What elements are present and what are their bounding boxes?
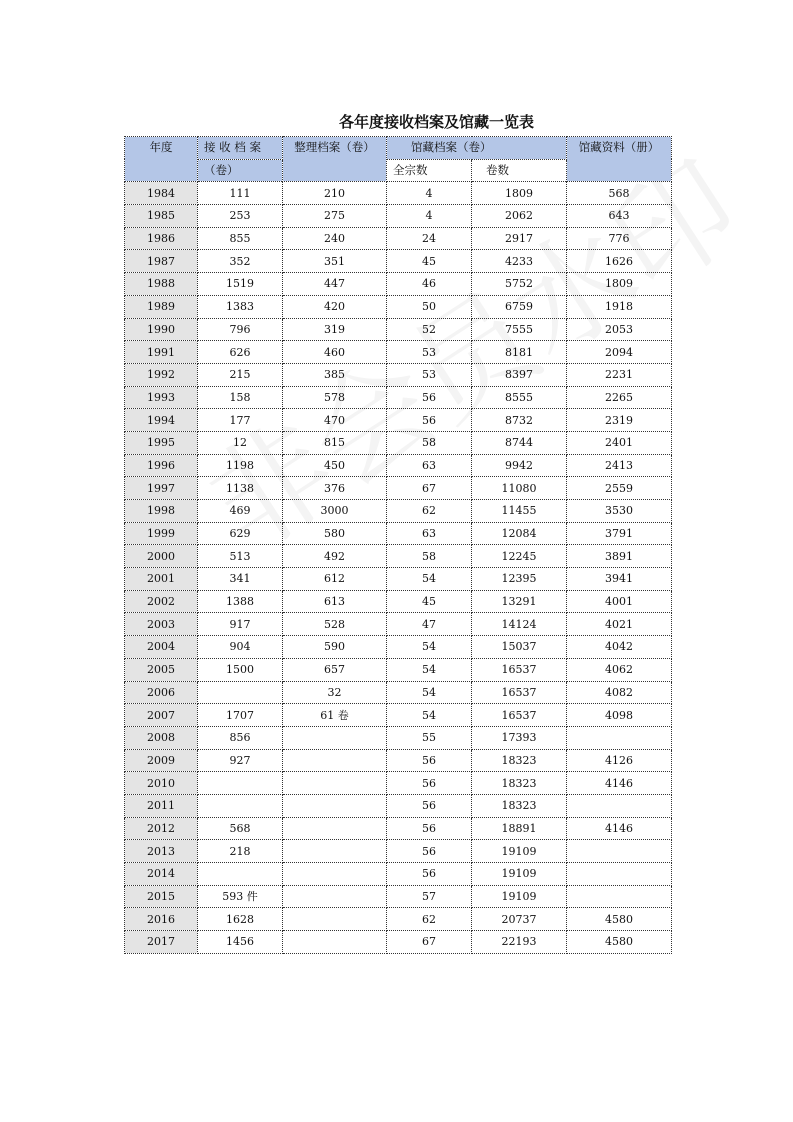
cell-organized: 376 (283, 477, 387, 500)
table-row (125, 908, 672, 931)
cell-volumes: 13291 (472, 590, 567, 613)
cell-fonds: 63 (387, 522, 472, 545)
cell-received: 12 (198, 431, 283, 454)
cell-received: 626 (198, 341, 283, 364)
cell-fonds: 62 (387, 908, 472, 931)
cell-received: 1500 (198, 658, 283, 681)
cell-materials (567, 794, 672, 817)
cell-volumes: 8555 (472, 386, 567, 409)
cell-received: 917 (198, 613, 283, 636)
cell-volumes: 8181 (472, 341, 567, 364)
cell-materials: 4001 (567, 590, 672, 613)
cell-received: 341 (198, 568, 283, 591)
cell-materials: 776 (567, 227, 672, 250)
cell-organized: 460 (283, 341, 387, 364)
cell-received (198, 863, 283, 886)
cell-year: 1989 (125, 295, 198, 318)
cell-fonds: 53 (387, 363, 472, 386)
cell-year: 2008 (125, 726, 198, 749)
cell-fonds: 56 (387, 840, 472, 863)
cell-materials: 1626 (567, 250, 672, 273)
cell-fonds: 4 (387, 182, 472, 205)
cell-year: 2002 (125, 590, 198, 613)
cell-fonds: 46 (387, 273, 472, 296)
table-row (125, 931, 672, 954)
cell-year: 2004 (125, 636, 198, 659)
cell-fonds: 54 (387, 658, 472, 681)
table-row (125, 658, 672, 681)
cell-volumes: 2917 (472, 227, 567, 250)
cell-received (198, 794, 283, 817)
cell-volumes: 14124 (472, 613, 567, 636)
cell-fonds: 56 (387, 772, 472, 795)
cell-materials: 4082 (567, 681, 672, 704)
cell-materials: 4098 (567, 704, 672, 727)
cell-fonds: 56 (387, 749, 472, 772)
cell-received: 796 (198, 318, 283, 341)
cell-materials: 643 (567, 205, 672, 228)
cell-fonds: 54 (387, 568, 472, 591)
cell-volumes: 16537 (472, 658, 567, 681)
cell-materials: 4580 (567, 908, 672, 931)
cell-year: 2017 (125, 931, 198, 954)
cell-materials (567, 840, 672, 863)
cell-volumes: 11455 (472, 500, 567, 523)
table-row (125, 318, 672, 341)
cell-received: 1519 (198, 273, 283, 296)
table-row (125, 182, 672, 205)
cell-year: 1988 (125, 273, 198, 296)
cell-materials: 1809 (567, 273, 672, 296)
cell-volumes: 19109 (472, 885, 567, 908)
table-row (125, 545, 672, 568)
cell-materials: 3941 (567, 568, 672, 591)
cell-organized: 612 (283, 568, 387, 591)
cell-volumes: 6759 (472, 295, 567, 318)
cell-received: 855 (198, 227, 283, 250)
cell-received: 1628 (198, 908, 283, 931)
table-row (125, 295, 672, 318)
cell-volumes: 18323 (472, 794, 567, 817)
cell-received: 177 (198, 409, 283, 432)
cell-received: 469 (198, 500, 283, 523)
cell-year: 2007 (125, 704, 198, 727)
cell-fonds: 54 (387, 704, 472, 727)
cell-fonds: 56 (387, 409, 472, 432)
header-materials: 馆藏资料（册） (567, 137, 672, 182)
cell-organized (283, 749, 387, 772)
cell-received: 513 (198, 545, 283, 568)
cell-received: 1138 (198, 477, 283, 500)
cell-materials: 2319 (567, 409, 672, 432)
cell-materials: 2053 (567, 318, 672, 341)
header-fonds: 全宗数 (387, 159, 472, 182)
cell-organized: 590 (283, 636, 387, 659)
cell-year: 2012 (125, 817, 198, 840)
cell-materials: 4146 (567, 772, 672, 795)
cell-materials: 4021 (567, 613, 672, 636)
cell-volumes: 22193 (472, 931, 567, 954)
table-row (125, 250, 672, 273)
cell-received: 218 (198, 840, 283, 863)
table-row (125, 227, 672, 250)
table-row (125, 500, 672, 523)
table-row (125, 341, 672, 364)
cell-fonds: 58 (387, 545, 472, 568)
cell-materials: 2231 (567, 363, 672, 386)
cell-organized: 61 卷 (283, 704, 387, 727)
cell-received: 253 (198, 205, 283, 228)
cell-materials (567, 885, 672, 908)
cell-materials: 4062 (567, 658, 672, 681)
cell-organized: 420 (283, 295, 387, 318)
cell-received: 352 (198, 250, 283, 273)
cell-volumes: 4233 (472, 250, 567, 273)
cell-year: 1987 (125, 250, 198, 273)
cell-received: 1388 (198, 590, 283, 613)
cell-fonds: 54 (387, 681, 472, 704)
cell-fonds: 56 (387, 794, 472, 817)
table-row (125, 454, 672, 477)
cell-organized (283, 817, 387, 840)
header-holdings: 馆藏档案（卷） (387, 137, 567, 160)
cell-fonds: 45 (387, 590, 472, 613)
cell-year: 1992 (125, 363, 198, 386)
cell-fonds: 63 (387, 454, 472, 477)
table-row (125, 726, 672, 749)
cell-received: 158 (198, 386, 283, 409)
cell-organized: 275 (283, 205, 387, 228)
cell-materials: 568 (567, 182, 672, 205)
table-row (125, 863, 672, 886)
cell-volumes: 16537 (472, 681, 567, 704)
cell-organized: 210 (283, 182, 387, 205)
cell-organized: 351 (283, 250, 387, 273)
cell-fonds: 56 (387, 863, 472, 886)
table-row (125, 363, 672, 386)
cell-organized: 385 (283, 363, 387, 386)
table-row (125, 205, 672, 228)
cell-volumes: 18891 (472, 817, 567, 840)
table-row (125, 431, 672, 454)
cell-organized (283, 863, 387, 886)
cell-organized: 3000 (283, 500, 387, 523)
header-received-unit: （卷） (198, 159, 283, 182)
cell-fonds: 24 (387, 227, 472, 250)
cell-materials: 2413 (567, 454, 672, 477)
table-row (125, 409, 672, 432)
table-row (125, 522, 672, 545)
cell-received: 215 (198, 363, 283, 386)
table-row (125, 772, 672, 795)
cell-organized: 578 (283, 386, 387, 409)
cell-year: 2009 (125, 749, 198, 772)
cell-volumes: 9942 (472, 454, 567, 477)
cell-organized (283, 840, 387, 863)
cell-materials: 4580 (567, 931, 672, 954)
cell-volumes: 16537 (472, 704, 567, 727)
cell-fonds: 47 (387, 613, 472, 636)
cell-materials (567, 726, 672, 749)
cell-organized (283, 726, 387, 749)
cell-fonds: 4 (387, 205, 472, 228)
cell-volumes: 5752 (472, 273, 567, 296)
cell-fonds: 62 (387, 500, 472, 523)
cell-materials (567, 863, 672, 886)
cell-materials: 2094 (567, 341, 672, 364)
cell-received (198, 681, 283, 704)
cell-fonds: 54 (387, 636, 472, 659)
cell-volumes: 17393 (472, 726, 567, 749)
cell-received: 1198 (198, 454, 283, 477)
cell-year: 2016 (125, 908, 198, 931)
cell-year: 2005 (125, 658, 198, 681)
cell-volumes: 20737 (472, 908, 567, 931)
cell-volumes: 18323 (472, 772, 567, 795)
cell-year: 2013 (125, 840, 198, 863)
cell-materials: 2401 (567, 431, 672, 454)
cell-fonds: 56 (387, 386, 472, 409)
table-row (125, 794, 672, 817)
cell-organized: 447 (283, 273, 387, 296)
cell-organized (283, 772, 387, 795)
cell-organized (283, 908, 387, 931)
cell-fonds: 57 (387, 885, 472, 908)
cell-year: 1998 (125, 500, 198, 523)
cell-received: 927 (198, 749, 283, 772)
cell-materials: 4042 (567, 636, 672, 659)
cell-volumes: 8397 (472, 363, 567, 386)
table-row (125, 840, 672, 863)
table-row (125, 636, 672, 659)
cell-volumes: 15037 (472, 636, 567, 659)
table-row (125, 704, 672, 727)
header-received: 接 收 档 案 (198, 137, 283, 160)
cell-materials: 4126 (567, 749, 672, 772)
cell-volumes: 18323 (472, 749, 567, 772)
cell-materials: 2559 (567, 477, 672, 500)
cell-received: 856 (198, 726, 283, 749)
cell-received: 111 (198, 182, 283, 205)
table-row (125, 749, 672, 772)
cell-year: 1986 (125, 227, 198, 250)
cell-volumes: 12084 (472, 522, 567, 545)
cell-volumes: 12245 (472, 545, 567, 568)
table-row (125, 477, 672, 500)
cell-year: 1994 (125, 409, 198, 432)
cell-fonds: 56 (387, 817, 472, 840)
table-row (125, 386, 672, 409)
cell-received: 629 (198, 522, 283, 545)
table-row (125, 681, 672, 704)
cell-year: 1995 (125, 431, 198, 454)
cell-materials: 3891 (567, 545, 672, 568)
cell-volumes: 19109 (472, 863, 567, 886)
cell-received: 568 (198, 817, 283, 840)
cell-materials: 4146 (567, 817, 672, 840)
cell-year: 2001 (125, 568, 198, 591)
cell-year: 2003 (125, 613, 198, 636)
cell-received: 1383 (198, 295, 283, 318)
cell-organized: 528 (283, 613, 387, 636)
cell-fonds: 50 (387, 295, 472, 318)
cell-volumes: 19109 (472, 840, 567, 863)
page-title: 各年度接收档案及馆藏一览表 (338, 113, 534, 131)
cell-organized: 32 (283, 681, 387, 704)
cell-organized (283, 931, 387, 954)
cell-year: 1991 (125, 341, 198, 364)
cell-volumes: 11080 (472, 477, 567, 500)
cell-volumes: 8744 (472, 431, 567, 454)
cell-organized: 450 (283, 454, 387, 477)
table-row (125, 885, 672, 908)
table-row (125, 568, 672, 591)
cell-organized: 657 (283, 658, 387, 681)
cell-fonds: 53 (387, 341, 472, 364)
cell-fonds: 58 (387, 431, 472, 454)
cell-year: 2000 (125, 545, 198, 568)
cell-year: 2014 (125, 863, 198, 886)
cell-materials: 1918 (567, 295, 672, 318)
cell-organized: 240 (283, 227, 387, 250)
cell-fonds: 67 (387, 477, 472, 500)
cell-volumes: 7555 (472, 318, 567, 341)
cell-received: 1707 (198, 704, 283, 727)
cell-organized (283, 885, 387, 908)
cell-year: 1990 (125, 318, 198, 341)
cell-year: 2011 (125, 794, 198, 817)
cell-fonds: 52 (387, 318, 472, 341)
cell-received (198, 772, 283, 795)
table-row (125, 590, 672, 613)
cell-year: 2015 (125, 885, 198, 908)
cell-fonds: 45 (387, 250, 472, 273)
cell-organized: 492 (283, 545, 387, 568)
cell-received: 1456 (198, 931, 283, 954)
cell-year: 1985 (125, 205, 198, 228)
cell-year: 2010 (125, 772, 198, 795)
table-row (125, 273, 672, 296)
cell-organized: 815 (283, 431, 387, 454)
header-year: 年度 (125, 137, 198, 182)
header-volumes: 卷数 (472, 159, 567, 182)
cell-year: 1996 (125, 454, 198, 477)
cell-materials: 3530 (567, 500, 672, 523)
cell-year: 1993 (125, 386, 198, 409)
cell-organized: 319 (283, 318, 387, 341)
cell-fonds: 67 (387, 931, 472, 954)
cell-year: 1999 (125, 522, 198, 545)
cell-received: 593 件 (198, 885, 283, 908)
cell-materials: 3791 (567, 522, 672, 545)
cell-year: 2006 (125, 681, 198, 704)
cell-organized (283, 794, 387, 817)
cell-received: 904 (198, 636, 283, 659)
archive-table (124, 136, 672, 954)
cell-organized: 470 (283, 409, 387, 432)
cell-organized: 580 (283, 522, 387, 545)
cell-year: 1984 (125, 182, 198, 205)
cell-materials: 2265 (567, 386, 672, 409)
cell-volumes: 1809 (472, 182, 567, 205)
table-row (125, 613, 672, 636)
cell-volumes: 2062 (472, 205, 567, 228)
cell-organized: 613 (283, 590, 387, 613)
header-organized: 整理档案（卷） (283, 137, 387, 182)
table-row (125, 817, 672, 840)
cell-volumes: 8732 (472, 409, 567, 432)
cell-volumes: 12395 (472, 568, 567, 591)
cell-year: 1997 (125, 477, 198, 500)
cell-fonds: 55 (387, 726, 472, 749)
